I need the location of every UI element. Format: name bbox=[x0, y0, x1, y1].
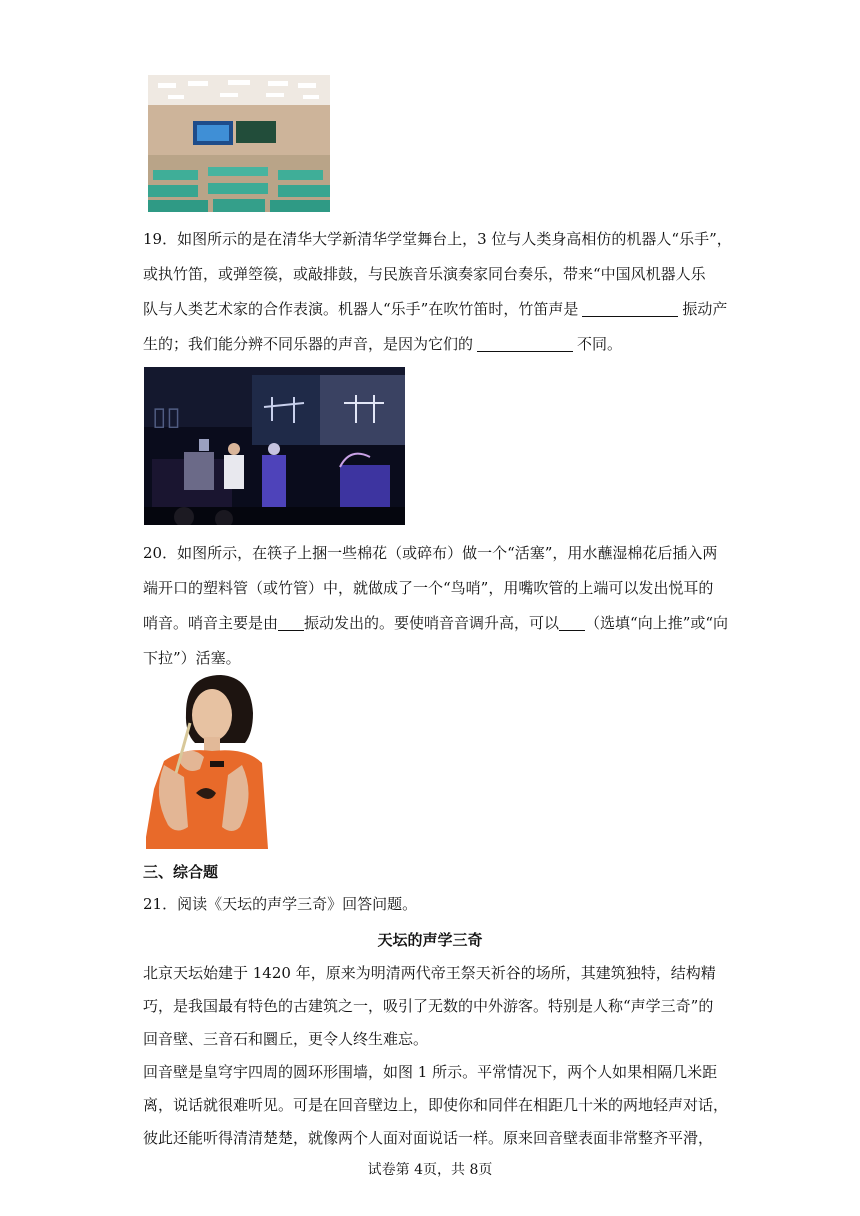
question-19 bbox=[143, 222, 732, 362]
q20-line: 20．如图所示，在筷子上捆一些棉花（或碎布）做一个“活塞”，用水蘸湿棉花后插入两 bbox=[143, 544, 718, 562]
q20-line: 端开口的塑料管（或竹管）中，就做成了一个“鸟哨”，用嘴吹管的上端可以发出悦耳的 bbox=[143, 579, 714, 597]
article-title: 天坛的声学三奇 bbox=[377, 931, 483, 949]
article-line: 彼此还能听得清清楚楚，就像两个人面对面说话一样。原来回音壁表面非常整齐平滑， bbox=[143, 1129, 714, 1147]
article-line: 北京天坛始建于 1420 年，原来为明清两代帝王祭天祈谷的场所，其建筑独特，结构精 bbox=[143, 964, 716, 982]
q19-line4-text: 生的；我们能分辨不同乐器的声音，是因为它们的 bbox=[143, 335, 474, 353]
q19-line: 或执竹笛，或弹箜篌，或敲排鼓，与民族音乐演奏家同台奏乐，带来“中国风机器人乐 bbox=[143, 265, 706, 283]
article-line: 离，说话就很难听见。可是在回音壁边上，即使你和同伴在相距几十米的两地轻声对话， bbox=[143, 1096, 729, 1114]
q20-line: 下拉”）活塞。 bbox=[143, 649, 241, 667]
question-20 bbox=[143, 536, 729, 676]
q20-line3-end: （选填“向上推”或“向 bbox=[585, 614, 729, 632]
robot-band-photo bbox=[144, 367, 405, 525]
q20-line3-mid: 振动发出的。要使哨音音调升高，可以 bbox=[304, 614, 560, 632]
article-body bbox=[143, 957, 729, 1155]
bird-whistle-photo bbox=[146, 673, 268, 849]
q19-line bbox=[143, 327, 715, 362]
q19-line4-end: 不同。 bbox=[577, 335, 623, 353]
q19-line: 19．如图所示的是在清华大学新清华学堂舞台上，3 位与人类身高相仿的机器人“乐手”， bbox=[143, 230, 732, 248]
article-line: 回音壁是皇穹宇四周的圆环形围墙，如图 1 所示。平常情况下，两个人如果相隔几米距 bbox=[143, 1063, 718, 1081]
article-line: 回音壁、三音石和圜丘，更令人终生难忘。 bbox=[143, 1030, 429, 1048]
article-line: 巧，是我国最有特色的古建筑之一，吸引了无数的中外游客。特别是人称“声学三奇”的 bbox=[143, 997, 714, 1015]
answer-blank[interactable] bbox=[477, 335, 573, 352]
q19-line3-end: 振动产 bbox=[682, 300, 728, 318]
answer-blank[interactable] bbox=[559, 614, 585, 631]
section-heading: 三、综合题 bbox=[143, 863, 219, 881]
svg-text:▯▯: ▯▯ bbox=[152, 402, 181, 432]
q19-line3-text: 队与人类艺术家的合作表演。机器人“乐手”在吹竹笛时，竹笛声是 bbox=[143, 300, 579, 318]
page-footer: 试卷第 4页，共 8页 bbox=[367, 1162, 493, 1178]
question-21-prompt: 21．阅读《天坛的声学三奇》回答问题。 bbox=[143, 895, 418, 913]
classroom-photo bbox=[148, 75, 330, 212]
answer-blank[interactable] bbox=[582, 300, 678, 317]
q19-line bbox=[143, 292, 728, 327]
q20-line bbox=[143, 606, 729, 641]
q20-line3-text: 哨音。哨音主要是由 bbox=[143, 614, 279, 632]
answer-blank[interactable] bbox=[278, 614, 304, 631]
